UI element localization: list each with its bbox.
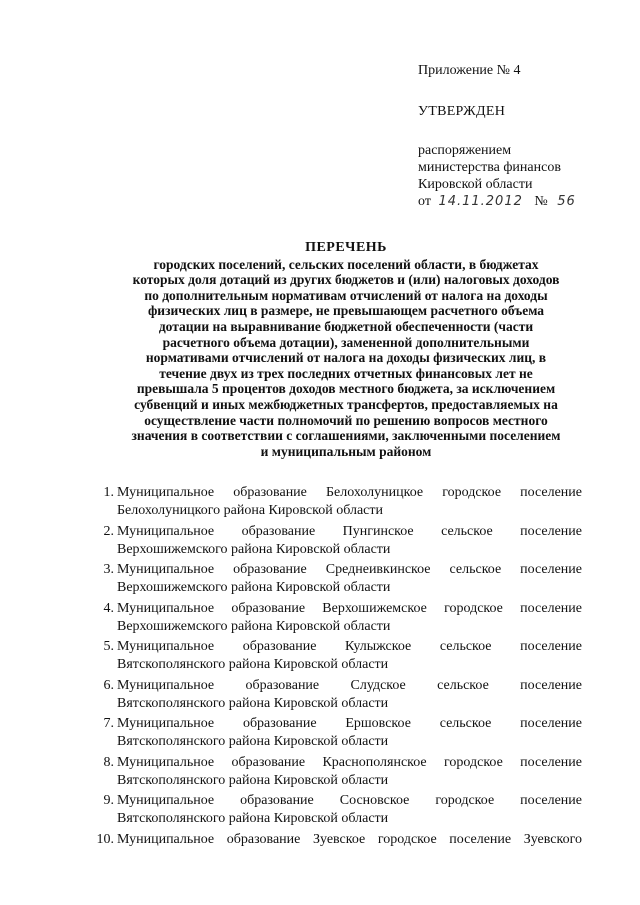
list-item: [86, 677, 582, 713]
list-item-line-2: Вятскополянского района Кировской области: [117, 811, 389, 826]
heading-body: [104, 257, 588, 460]
list-item-text: [114, 831, 582, 849]
list-item: [86, 638, 582, 674]
list-item-line-2: Верхошижемского района Кировской области: [117, 580, 391, 595]
order-line-1: распоряжением: [418, 143, 512, 158]
list-item-text: [114, 792, 582, 828]
list-item-number: 9.: [103, 793, 114, 808]
list-item-number: 10.: [96, 831, 114, 847]
heading-line: которых доля дотаций из других бюджетов и (или) налоговых доходов: [132, 272, 560, 288]
list-item: [86, 831, 582, 849]
heading-line: субвенций и иных межбюджетных трансфертов, предоставляемых на: [134, 396, 558, 412]
from-label: от: [418, 194, 431, 209]
list-item-line-2: Белохолуницкого района Кировской области: [117, 503, 383, 518]
list-item-line-1: Муниципальное образование Пунгинское сельское поселение: [117, 523, 582, 539]
handwritten-number: 56: [557, 194, 576, 209]
heading-line: расчетного объема дотации), замененной дополнительными: [162, 334, 530, 350]
list-item-number: 4.: [103, 600, 114, 616]
approval-block: [418, 62, 623, 210]
list-item-number: 2.: [103, 523, 114, 539]
list-item-line-1: Муниципальное образование Краснополянское городское поселение: [117, 754, 582, 770]
list-item-number: 6.: [103, 677, 114, 693]
list-item-text: [114, 484, 582, 520]
heading-line: нормативами отчислений от налога на доходы физических лиц, в: [145, 350, 547, 366]
list-item-number: 8.: [103, 754, 114, 770]
heading-line: значения в соответствии с соглашениями, заключенными поселением: [131, 428, 561, 444]
list-item-line-2: Вятскополянского района Кировской области: [117, 772, 389, 788]
number-label: №: [534, 194, 548, 209]
list-item-line-1: Муниципальное образование Ершовское сельское поселение: [117, 716, 582, 731]
list-item-number: 7.: [103, 716, 114, 731]
list-item-text: [114, 754, 582, 790]
list-item-line-1: Муниципальное образование Сосновское городское поселение: [117, 793, 582, 808]
list-item-text: [114, 638, 582, 674]
list-item-line-2: Верхошижемского района Кировской области: [117, 541, 391, 557]
handwritten-date: 14.11.2012: [438, 194, 523, 209]
list-item-text: [114, 715, 582, 751]
list-item-line-1: Муниципальное образование Кулыжское сельское поселение: [117, 639, 582, 654]
heading-line: осуществление части полномочий по решению вопросов местного: [144, 412, 548, 428]
heading-line: по дополнительным нормативам отчислений от налога на доходы: [144, 287, 548, 303]
list-item-line-2: Вятскополянского района Кировской области: [117, 657, 389, 672]
attachment-label: Приложение № 4: [418, 63, 521, 78]
list-item-line-1: Муниципальное образование Среднеивкинское сельское поселение: [117, 562, 582, 577]
list-item-line-2: Вятскополянского района Кировской области: [117, 734, 389, 749]
list-item-number: 1.: [103, 485, 114, 500]
heading-line: течение двух из трех последних отчетных финансовых лет не: [159, 365, 533, 381]
order-line-2: министерства финансов: [418, 160, 561, 175]
approved-label: УТВЕРЖДЕН: [418, 104, 506, 119]
order-line-3: Кировской области: [418, 177, 533, 192]
order-date-row: [418, 193, 623, 210]
heading-line: превышала 5 процентов доходов местного бюджета, за исключением: [136, 381, 556, 397]
list-item: [86, 715, 582, 751]
list-item: [86, 523, 582, 559]
list-item-line-1: Муниципальное образование Верхошижемское городское поселение: [117, 600, 582, 616]
list-item-line-1: Муниципальное образование Белохолуницкое городское поселение: [117, 485, 582, 500]
list-item: [86, 561, 582, 597]
list-item-line-1: Муниципальное образование Зуевское городское поселение Зуевского: [117, 831, 582, 847]
heading-line: и муниципальным районом: [260, 443, 432, 459]
list-item-line-2: Верхошижемского района Кировской области: [117, 618, 391, 634]
list-item-text: [114, 677, 582, 713]
list-item-text: [114, 600, 582, 636]
document-title: ПЕРЕЧЕНЬ: [305, 240, 387, 255]
list-item-number: 3.: [103, 562, 114, 577]
list-item-number: 5.: [103, 639, 114, 654]
list-item: [86, 600, 582, 636]
list-item: [86, 792, 582, 828]
settlement-list: [86, 484, 582, 851]
list-item: [86, 484, 582, 520]
heading-line: городских поселений, сельских поселений области, в бюджетах: [153, 256, 539, 272]
document-heading: [104, 240, 588, 459]
list-item-text: [114, 523, 582, 559]
list-item-text: [114, 561, 582, 597]
list-item: [86, 754, 582, 790]
list-item-line-1: Муниципальное образование Слудское сельское поселение: [117, 677, 582, 693]
list-item-line-2: Вятскополянского района Кировской области: [117, 695, 389, 711]
heading-line: физических лиц в размере, не превышающем расчетного объема: [147, 303, 545, 319]
heading-line: дотации на выравнивание бюджетной обеспеченности (части: [158, 318, 534, 334]
